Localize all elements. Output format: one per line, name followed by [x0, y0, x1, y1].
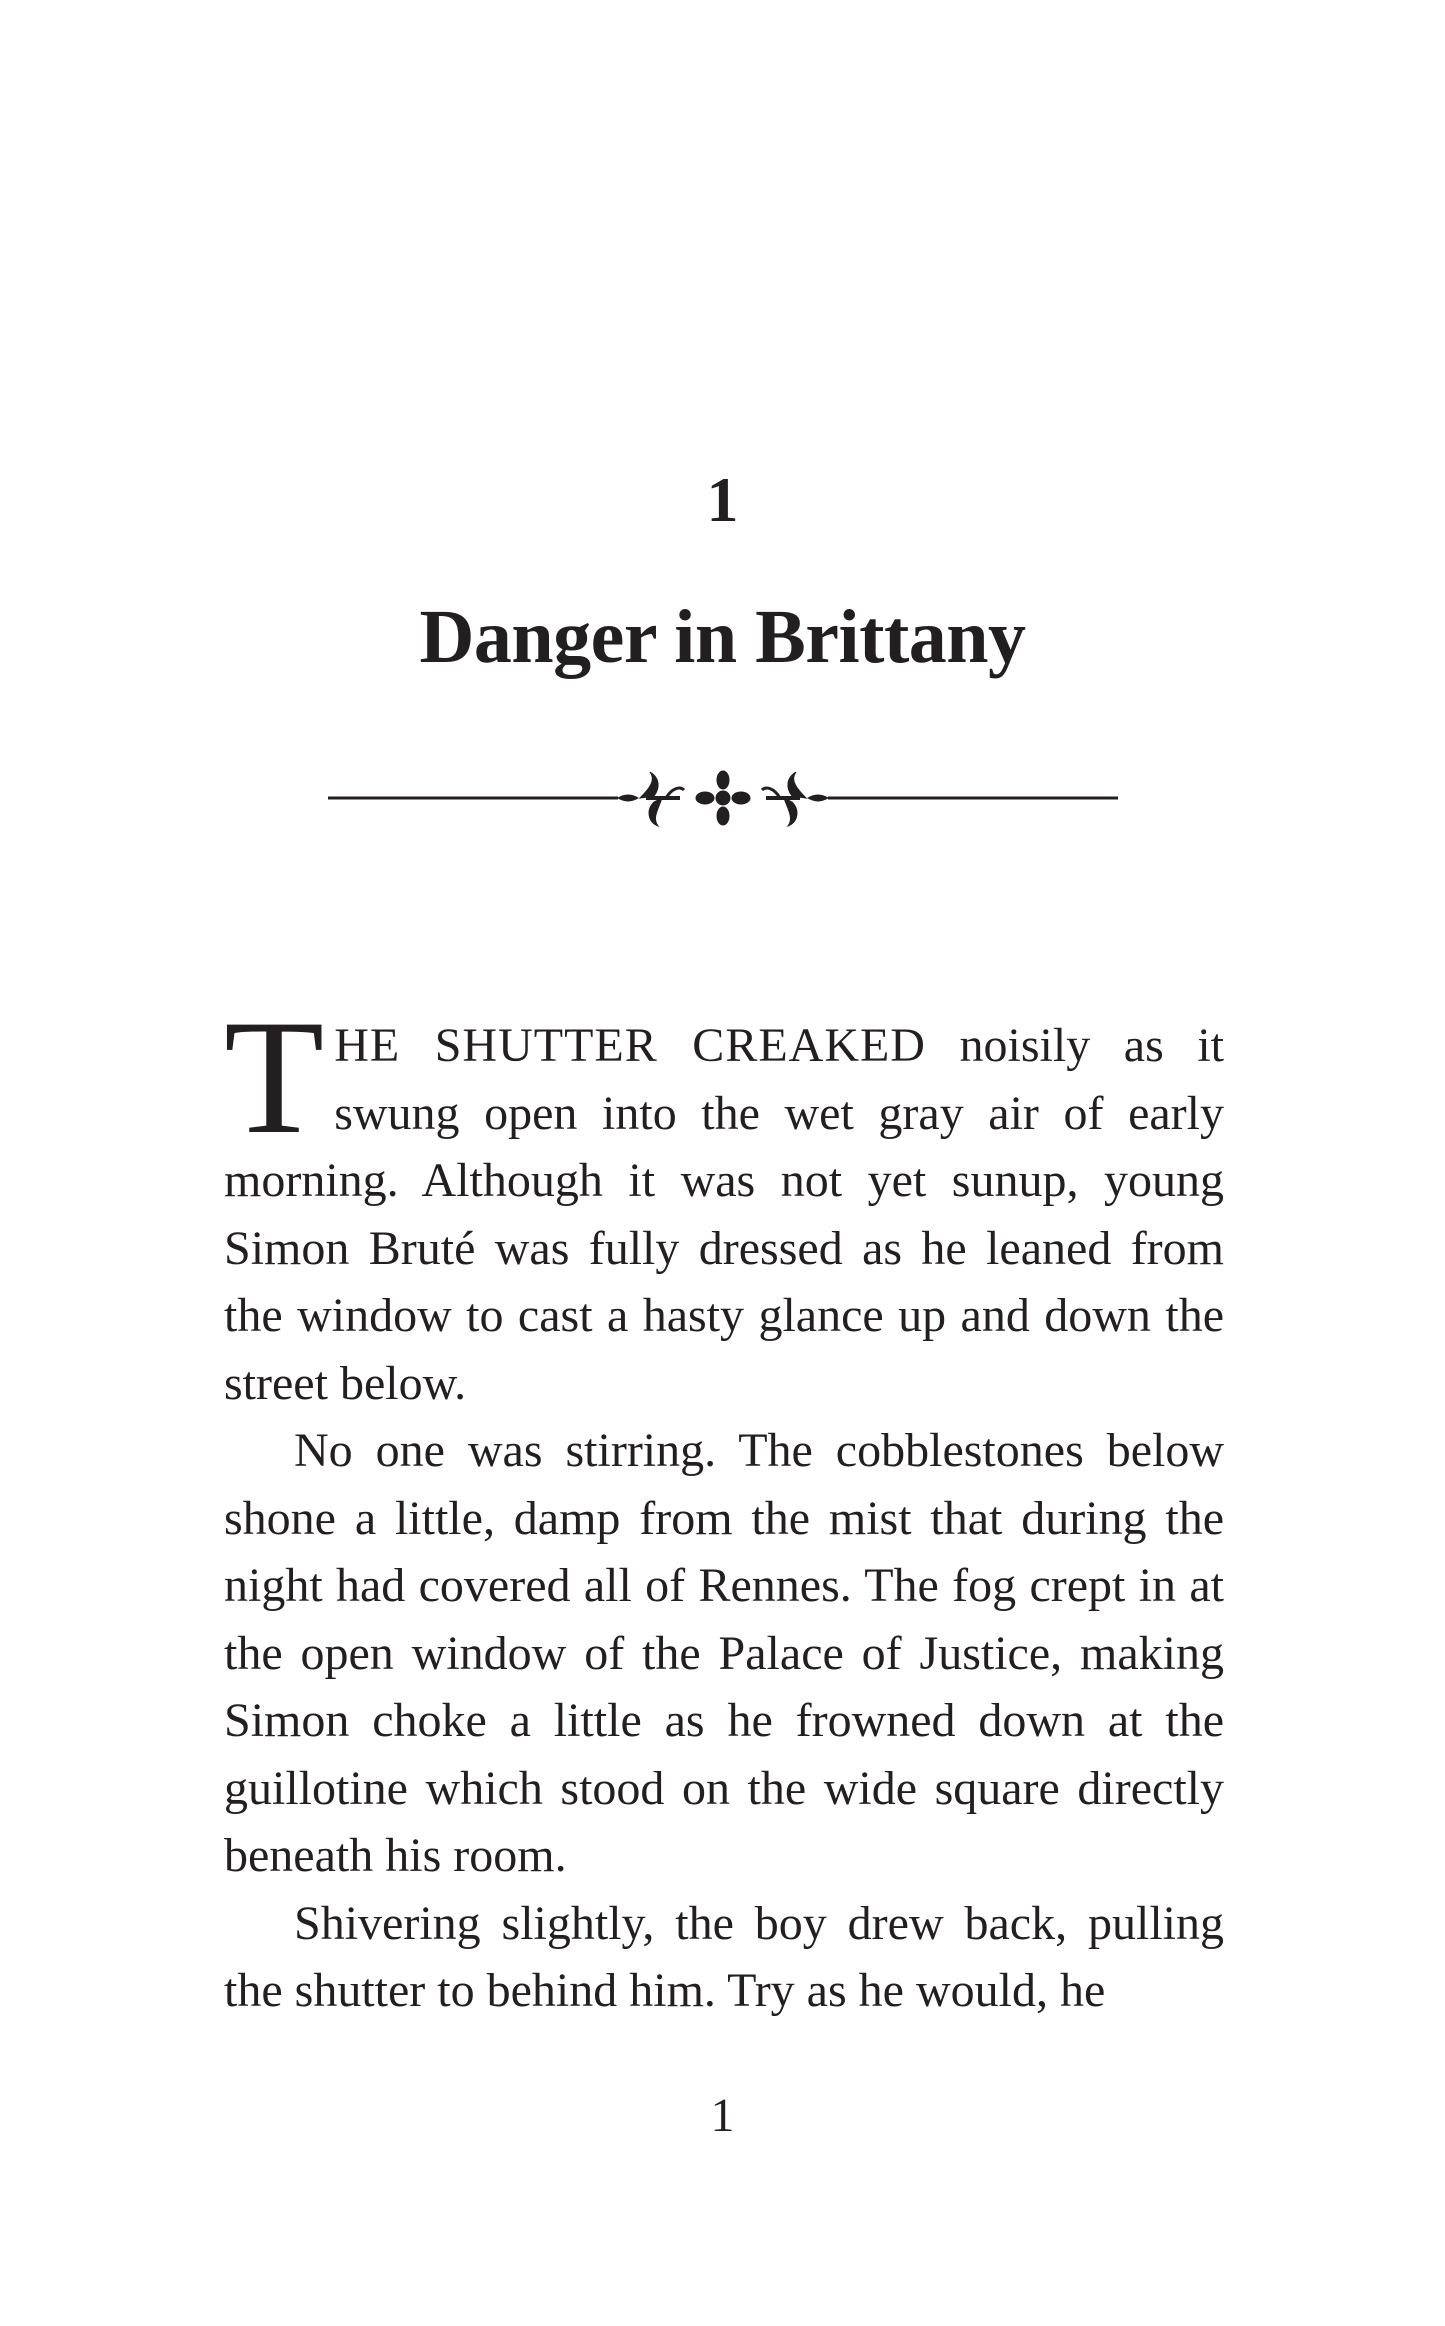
opening-small-caps: HE SHUTTER CREAKED — [334, 1019, 926, 1072]
chapter-title: Danger in Brittany — [419, 595, 1026, 679]
chapter-body — [224, 987, 1224, 2025]
paragraph: No one was stirring. The cobblestones below shone a little, damp from the mist that during the night had covered all of Rennes. The fog crept in at the open window of the Palace of Justice, making Simon choke a little as he frowned down at the guillotine which stood on the wide square directly beneath his room. — [224, 1424, 1224, 1882]
opening-paragraph — [224, 987, 1224, 1417]
fleuron-divider-icon — [328, 758, 1118, 838]
page-number: 1 — [710, 2089, 735, 2142]
paragraph: Shivering slightly, the boy drew back, pulling the shutter to behind him. Try as he would, he — [224, 1896, 1224, 2017]
drop-cap: T — [224, 987, 325, 1168]
chapter-number: 1 — [706, 464, 739, 535]
opening-text: noisily as it swung open into the wet gray air of early morning. Although it was not yet sunup, young Simon Bruté was fully dressed as he leaned from the window to cast a hasty glance up and down the street below. — [224, 1019, 1224, 1410]
